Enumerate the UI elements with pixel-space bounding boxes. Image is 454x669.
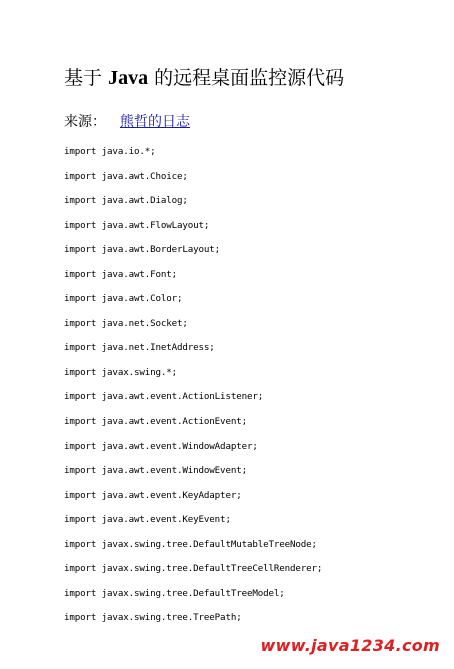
code-line: import java.awt.BorderLayout; xyxy=(64,244,221,256)
code-line: import java.net.InetAddress; xyxy=(64,342,215,354)
code-line: import java.awt.event.WindowAdapter; xyxy=(64,440,258,452)
code-line: import java.awt.Font; xyxy=(64,268,178,280)
code-line: import java.awt.Dialog; xyxy=(64,195,188,207)
source-link[interactable]: 熊哲的日志 xyxy=(120,114,190,130)
code-line: import java.awt.Color; xyxy=(64,293,183,305)
code-line: import java.awt.event.KeyEvent; xyxy=(64,514,231,526)
code-line: import java.awt.event.WindowEvent; xyxy=(64,465,247,477)
title-java: Java xyxy=(108,67,149,89)
code-line: import javax.swing.tree.DefaultMutableTreeNode; xyxy=(64,538,317,550)
code-line: import javax.swing.tree.TreePath; xyxy=(64,612,242,624)
page-title xyxy=(64,66,344,90)
code-line: import java.awt.Choice; xyxy=(64,170,188,182)
title-prefix: 基于 xyxy=(64,67,103,89)
code-line: import java.io.*; xyxy=(64,146,156,157)
code-line: import java.awt.event.ActionEvent; xyxy=(64,416,247,428)
code-line: import java.awt.event.ActionListener; xyxy=(64,391,264,403)
code-line: import java.awt.FlowLayout; xyxy=(64,219,210,231)
code-line: import javax.swing.tree.DefaultTreeCellRenderer; xyxy=(64,563,323,575)
title-suffix: 的远程桌面监控源代码 xyxy=(154,67,345,89)
watermark-logo: www.java1234.com xyxy=(260,636,440,655)
code-line: import java.awt.event.KeyAdapter; xyxy=(64,489,242,501)
source-line xyxy=(64,112,190,132)
source-label: 来源： xyxy=(64,114,106,130)
code-line: import javax.swing.*; xyxy=(64,366,178,378)
code-line: import java.net.Socket; xyxy=(64,317,188,329)
code-listing xyxy=(64,145,322,636)
code-line: import javax.swing.tree.DefaultTreeModel; xyxy=(64,587,285,599)
